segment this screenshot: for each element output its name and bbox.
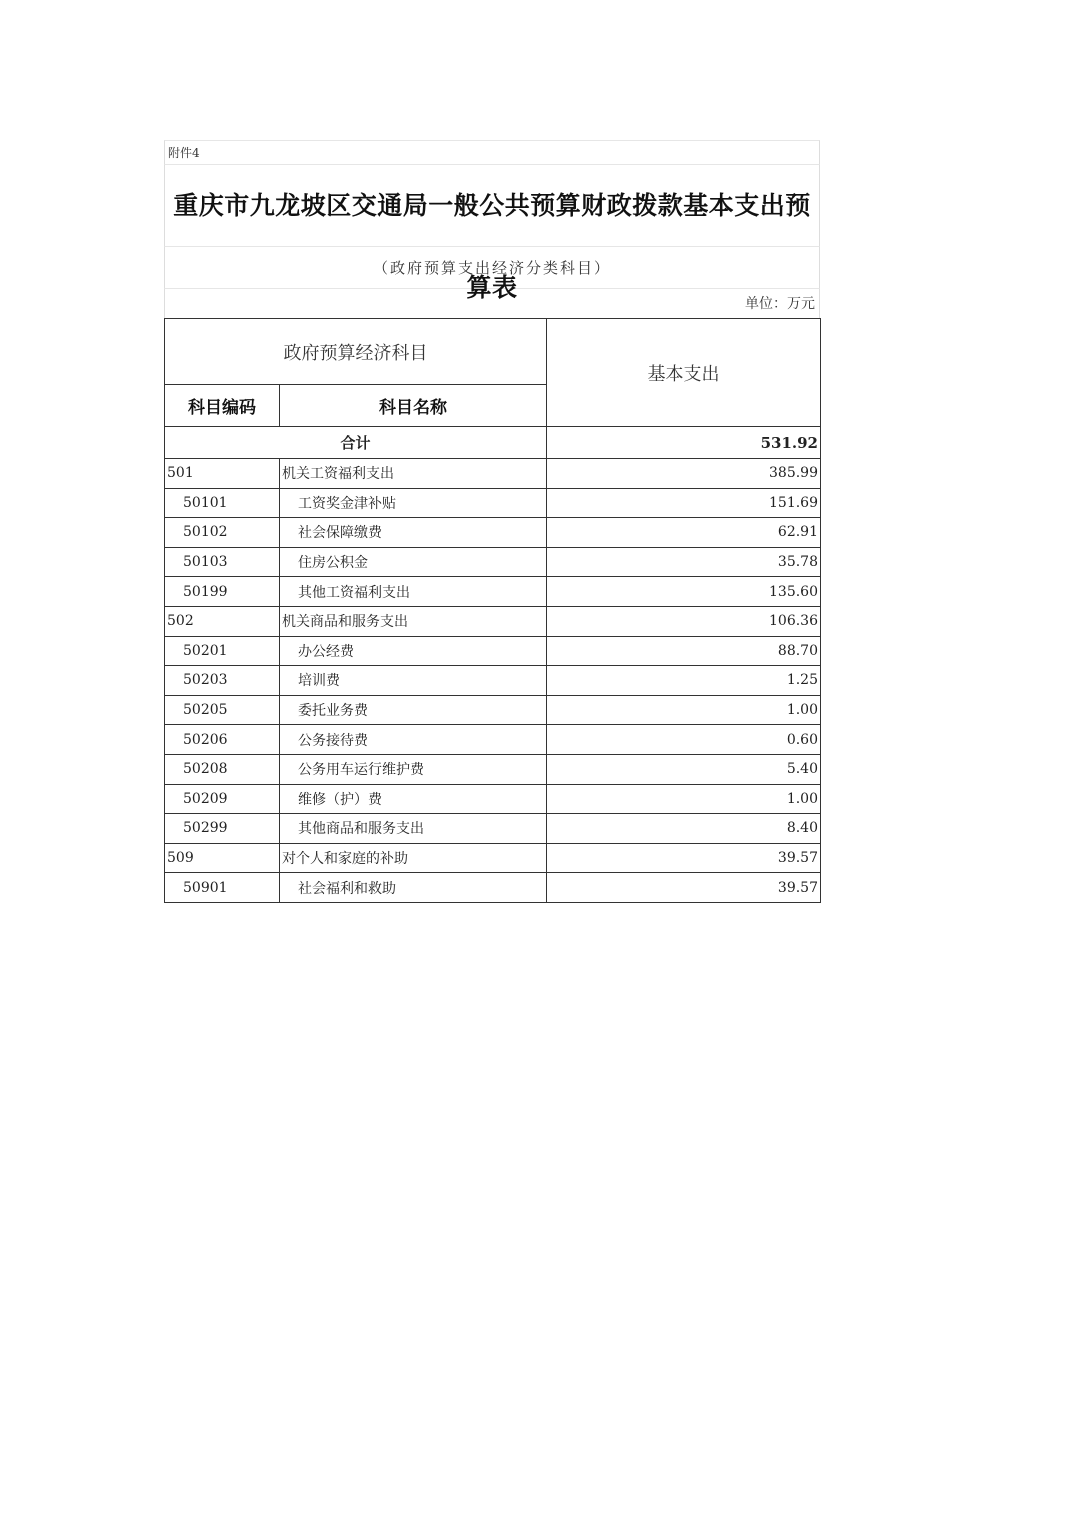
table-row [165, 873, 821, 903]
row-code: 50101 [165, 488, 280, 518]
table-row [165, 547, 821, 577]
table-row [165, 488, 821, 518]
table-row [165, 636, 821, 666]
table-row [165, 577, 821, 607]
table-row [165, 754, 821, 784]
row-code: 50299 [165, 814, 280, 844]
row-amount: 1.25 [547, 666, 821, 696]
row-name: 维修（护）费 [280, 784, 547, 814]
row-amount: 8.40 [547, 814, 821, 844]
budget-table [164, 318, 821, 903]
row-code: 502 [165, 606, 280, 636]
table-row [165, 459, 821, 489]
budget-sheet [164, 140, 820, 903]
table-row [165, 843, 821, 873]
row-code: 50199 [165, 577, 280, 607]
row-code: 50901 [165, 873, 280, 903]
row-code: 50103 [165, 547, 280, 577]
row-name: 其他商品和服务支出 [280, 814, 547, 844]
row-amount: 385.99 [547, 459, 821, 489]
amount-header: 基本支出 [547, 319, 821, 427]
unit-label: 单位：万元 [164, 288, 820, 318]
document-title: 重庆市九龙坡区交通局一般公共预算财政拨款基本支出预算表 [164, 164, 820, 246]
table-row [165, 725, 821, 755]
row-code: 50203 [165, 666, 280, 696]
row-amount: 39.57 [547, 873, 821, 903]
table-row [165, 695, 821, 725]
table-row [165, 606, 821, 636]
row-name: 工资奖金津补贴 [280, 488, 547, 518]
row-name: 办公经费 [280, 636, 547, 666]
name-header: 科目名称 [280, 385, 547, 427]
code-header: 科目编码 [165, 385, 280, 427]
row-amount: 0.60 [547, 725, 821, 755]
table-row [165, 784, 821, 814]
row-amount: 1.00 [547, 784, 821, 814]
row-name: 委托业务费 [280, 695, 547, 725]
row-amount: 106.36 [547, 606, 821, 636]
row-name: 培训费 [280, 666, 547, 696]
row-amount: 35.78 [547, 547, 821, 577]
row-code: 50205 [165, 695, 280, 725]
row-name: 对个人和家庭的补助 [280, 843, 547, 873]
row-name: 其他工资福利支出 [280, 577, 547, 607]
row-amount: 1.00 [547, 695, 821, 725]
group-header: 政府预算经济科目 [165, 319, 547, 385]
total-label: 合计 [165, 427, 547, 459]
row-code: 501 [165, 459, 280, 489]
attachment-label: 附件4 [164, 140, 820, 164]
row-amount: 88.70 [547, 636, 821, 666]
table-row [165, 518, 821, 548]
row-name: 社会福利和救助 [280, 873, 547, 903]
row-name: 公务接待费 [280, 725, 547, 755]
row-name: 住房公积金 [280, 547, 547, 577]
table-row [165, 666, 821, 696]
total-row [165, 427, 821, 459]
row-amount: 5.40 [547, 754, 821, 784]
table-body [165, 427, 821, 903]
row-amount: 151.69 [547, 488, 821, 518]
row-amount: 39.57 [547, 843, 821, 873]
row-code: 50201 [165, 636, 280, 666]
row-code: 50208 [165, 754, 280, 784]
row-code: 50102 [165, 518, 280, 548]
document-subtitle: （政府预算支出经济分类科目） [164, 246, 820, 288]
row-code: 50209 [165, 784, 280, 814]
row-name: 机关工资福利支出 [280, 459, 547, 489]
row-amount: 135.60 [547, 577, 821, 607]
row-name: 公务用车运行维护费 [280, 754, 547, 784]
row-name: 社会保障缴费 [280, 518, 547, 548]
row-name: 机关商品和服务支出 [280, 606, 547, 636]
row-code: 50206 [165, 725, 280, 755]
table-row [165, 814, 821, 844]
row-amount: 62.91 [547, 518, 821, 548]
total-amount: 531.92 [547, 427, 821, 459]
row-code: 509 [165, 843, 280, 873]
